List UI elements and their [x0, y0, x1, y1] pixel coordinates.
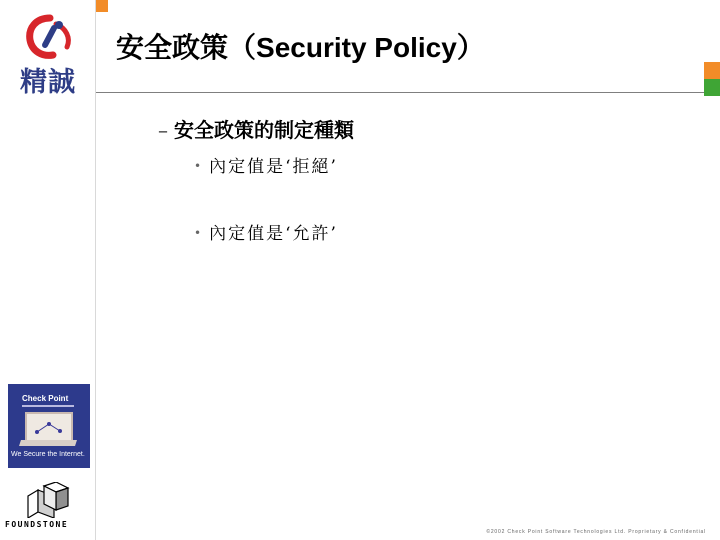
foundstone-logo-icon — [24, 482, 70, 518]
list-item — [194, 219, 338, 244]
heading-bullet-item — [158, 114, 354, 143]
foundstone-name: FOUNDSTONE — [5, 520, 69, 529]
bullet-icon: • — [194, 226, 204, 240]
sidebar-divider — [95, 0, 96, 540]
slide-title-latin: （Security Policy） — [228, 32, 485, 63]
company-logo-text: 精誠 — [20, 67, 76, 98]
slide-title — [116, 26, 485, 66]
dash-bullet: – — [158, 118, 168, 142]
checkpoint-tagline: We Secure the Internet. — [11, 451, 85, 458]
network-doodle-icon — [27, 414, 71, 442]
bullet-icon: • — [194, 159, 204, 173]
copyright-footer: ©2002 Check Point Software Technologies Ltd. Proprietary & Confidential — [486, 529, 706, 535]
list-item-text: 內定值是‘拒絕’ — [209, 157, 338, 177]
accent-square-green-right — [704, 79, 720, 96]
list-item-text: 內定值是‘允許’ — [209, 224, 338, 244]
computer-base-icon — [19, 440, 77, 446]
accent-square-orange-top — [96, 0, 108, 12]
checkpoint-name: Check Point — [22, 394, 69, 403]
checkpoint-logo — [8, 384, 90, 468]
checkpoint-subline — [22, 405, 74, 407]
heading-text: 安全政策的制定種類 — [174, 118, 354, 142]
jingcheng-logo-icon — [26, 14, 74, 60]
slide-title-cjk: 安全政策 — [116, 31, 229, 64]
list-item — [194, 152, 338, 177]
header-divider — [96, 92, 720, 93]
accent-square-orange-right — [704, 62, 720, 79]
